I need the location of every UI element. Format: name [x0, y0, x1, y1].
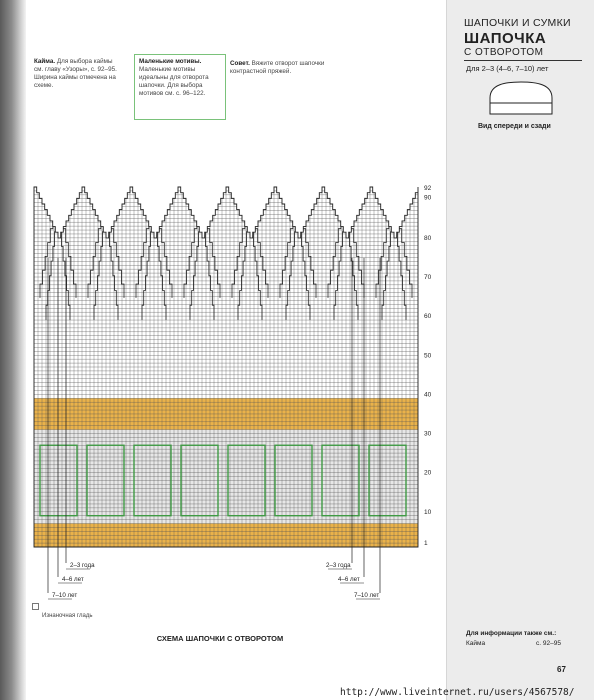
row-label: 50: [424, 352, 432, 360]
row-label: 90: [424, 194, 432, 202]
size-marker-label: 4–6 лет: [338, 576, 360, 583]
legend-label: Изнаночная гладь: [42, 613, 93, 619]
chart-title: СХЕМА ШАПОЧКИ С ОТВОРОТОМ: [156, 634, 284, 643]
size-marker-label: 2–3 года: [70, 562, 95, 569]
note-motifs-bold: Маленькие мотивы.: [139, 58, 202, 65]
page-number: 67: [557, 665, 566, 674]
row-label: 60: [424, 313, 432, 321]
size-marker-label: 4–6 лет: [62, 576, 84, 583]
size-marker-label: 7–10 лет: [354, 592, 380, 599]
legend-swatch: [32, 603, 39, 610]
section-category: ШАПОЧКИ И СУМКИ: [464, 17, 571, 29]
note-motifs-text: Маленькие мотивы идеальны для отворота шапочки. Для выбора мотивов см. с. 96–122.: [139, 66, 209, 97]
page-title: ШАПОЧКА: [464, 30, 547, 47]
note-border-text: Для выбора каймы см. главу «Узоры», с. 92–95. Ширина каймы отмечена на схеме.: [34, 58, 117, 89]
info-pages: с. 92–95: [536, 640, 561, 647]
view-caption: Вид спереди и сзади: [478, 123, 551, 130]
row-label: 10: [424, 508, 432, 516]
info-item: Кайма: [466, 640, 486, 647]
row-label: 40: [424, 391, 432, 399]
row-label: 30: [424, 430, 432, 438]
note-tip-text: Вяжите отворот шапочки контрастной пряжей.: [230, 60, 325, 75]
row-label: 92: [424, 185, 432, 192]
note-tip-bold: Совет.: [230, 60, 250, 67]
info-heading: Для информации также см.:: [466, 630, 557, 637]
row-label: 20: [424, 469, 432, 477]
page-subtitle: С ОТВОРОТОМ: [464, 47, 544, 58]
row-label: 70: [424, 274, 432, 281]
source-url: http://www.liveinternet.ru/users/4567578/: [340, 687, 575, 698]
size-range: Для 2–3 (4–6, 7–10) лет: [466, 64, 549, 73]
row-label: 1: [424, 540, 428, 547]
size-marker-label: 2–3 года: [326, 562, 351, 569]
size-marker-label: 7–10 лет: [52, 592, 78, 599]
note-border-bold: Кайма.: [34, 58, 56, 65]
row-label: 80: [424, 234, 432, 242]
